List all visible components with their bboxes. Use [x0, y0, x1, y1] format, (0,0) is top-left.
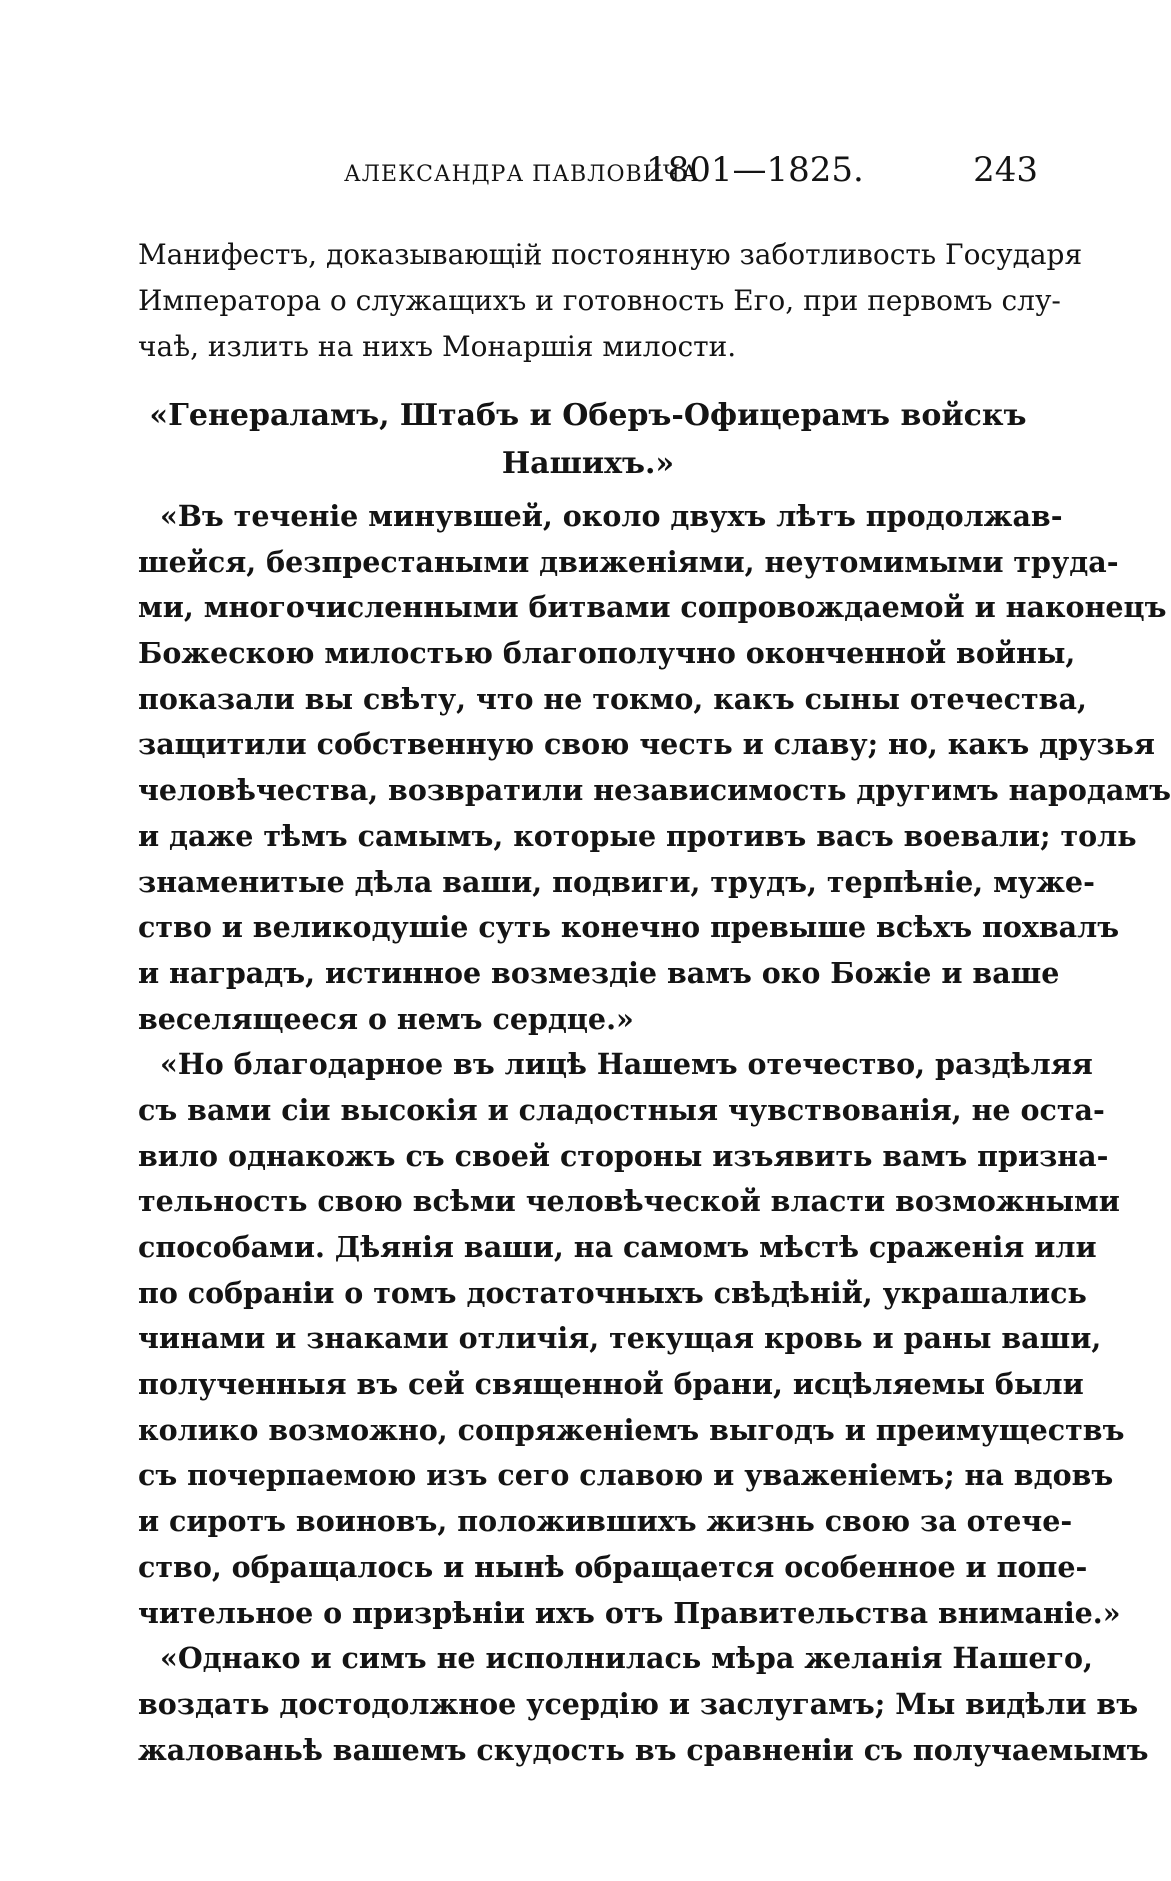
text-line: и сиротъ воиновъ, положившихъ жизнь свою за отече- — [138, 1504, 1073, 1539]
text-line: Императора о служащихъ и готовность Его, при первомъ слу- — [138, 284, 1061, 317]
address-line-2: Нашихъ.» — [501, 446, 675, 481]
text-line: вило однакожъ съ своей стороны изъявить вамъ призна- — [138, 1138, 1109, 1173]
text-line: тельность свою всѣми человѣческой власти возможными — [138, 1184, 1120, 1219]
text-line: полученныя въ сей священной брани, исцѣляемы были — [138, 1367, 1084, 1402]
text-line: съ вами сіи высокія и сладостныя чувствованія, не оста- — [138, 1092, 1105, 1127]
text-line: чаѣ, излить на нихъ Монаршія милости. — [138, 330, 737, 363]
text-line: и наградъ, истинное возмездіе вамъ око Божіе и ваше — [138, 955, 1060, 990]
manifesto-body — [138, 494, 1171, 1773]
text-line: «Въ теченіе минувшей, около двухъ лѣтъ продолжав- — [160, 499, 1063, 533]
text-line: защитили собственную свою честь и славу; но, какъ друзья — [138, 727, 1155, 762]
intro-paragraph — [138, 232, 1083, 370]
text-line: «Однако и симъ не исполнилась мѣра желанія Нашего, — [160, 1641, 1093, 1676]
text-line: шейся, безпрестаными движеніями, неутомимыми труда- — [138, 544, 1119, 579]
address-heading — [138, 392, 1038, 488]
text-line: «Но благодарное въ лицѣ Нашемъ отечество, раздѣляя — [160, 1047, 1093, 1082]
text-line: воздать достодолжное усердію и заслугамъ; Мы видѣли въ — [138, 1686, 1139, 1721]
text-line: ство, обращалось и нынѣ обращается особенное и попе- — [138, 1549, 1088, 1584]
running-title: АЛЕКСАНДРА ПАВЛОВИЧА — [344, 162, 699, 187]
text-line: чительное о призрѣніи ихъ отъ Правительства вниманіе.» — [138, 1595, 1121, 1630]
text-line: способами. Дѣянія ваши, на самомъ мѣстѣ сраженія или — [138, 1230, 1097, 1264]
text-line: съ почерпаемою изъ сего славою и уваженіемъ; на вдовъ — [138, 1458, 1114, 1493]
text-line: Божескою милостью благополучно оконченной войны, — [138, 636, 1076, 671]
text-line: Манифестъ, доказывающій постоянную заботливость Государя — [138, 238, 1083, 271]
text-line: жалованьѣ вашемъ скудость въ сравненіи съ получаемымъ — [138, 1732, 1149, 1767]
text-line: по собраніи о томъ достаточныхъ свѣдѣній, украшались — [138, 1275, 1087, 1310]
text-line: ство и великодушіе суть конечно превыше всѣхъ похвалъ — [138, 910, 1120, 945]
text-line: показали вы свѣту, что не токмо, какъ сыны отечества, — [138, 681, 1087, 716]
text-line: чинами и знаками отличія, текущая кровь и раны ваши, — [138, 1321, 1102, 1356]
text-line: и даже тѣмъ самымъ, которые противъ васъ воевали; толь — [138, 818, 1137, 853]
address-line-1: «Генераламъ, Штабъ и Оберъ-Офицерамъ войскъ — [149, 398, 1027, 433]
text-line: колико возможно, сопряженіемъ выгодъ и преимуществъ — [138, 1412, 1125, 1447]
text-line: ми, многочисленными битвами сопровождаемой и наконецъ — [138, 590, 1167, 625]
running-years: 1801—1825. — [646, 150, 864, 190]
text-line: человѣчества, возвратили независимость другимъ народамъ — [138, 773, 1171, 808]
text-line: знаменитые дѣла ваши, подвиги, трудъ, терпѣніе, муже- — [138, 864, 1095, 899]
page-number: 243 — [973, 150, 1038, 190]
text-line: веселящееся о немъ сердце.» — [138, 1001, 634, 1036]
running-head — [138, 150, 1038, 200]
